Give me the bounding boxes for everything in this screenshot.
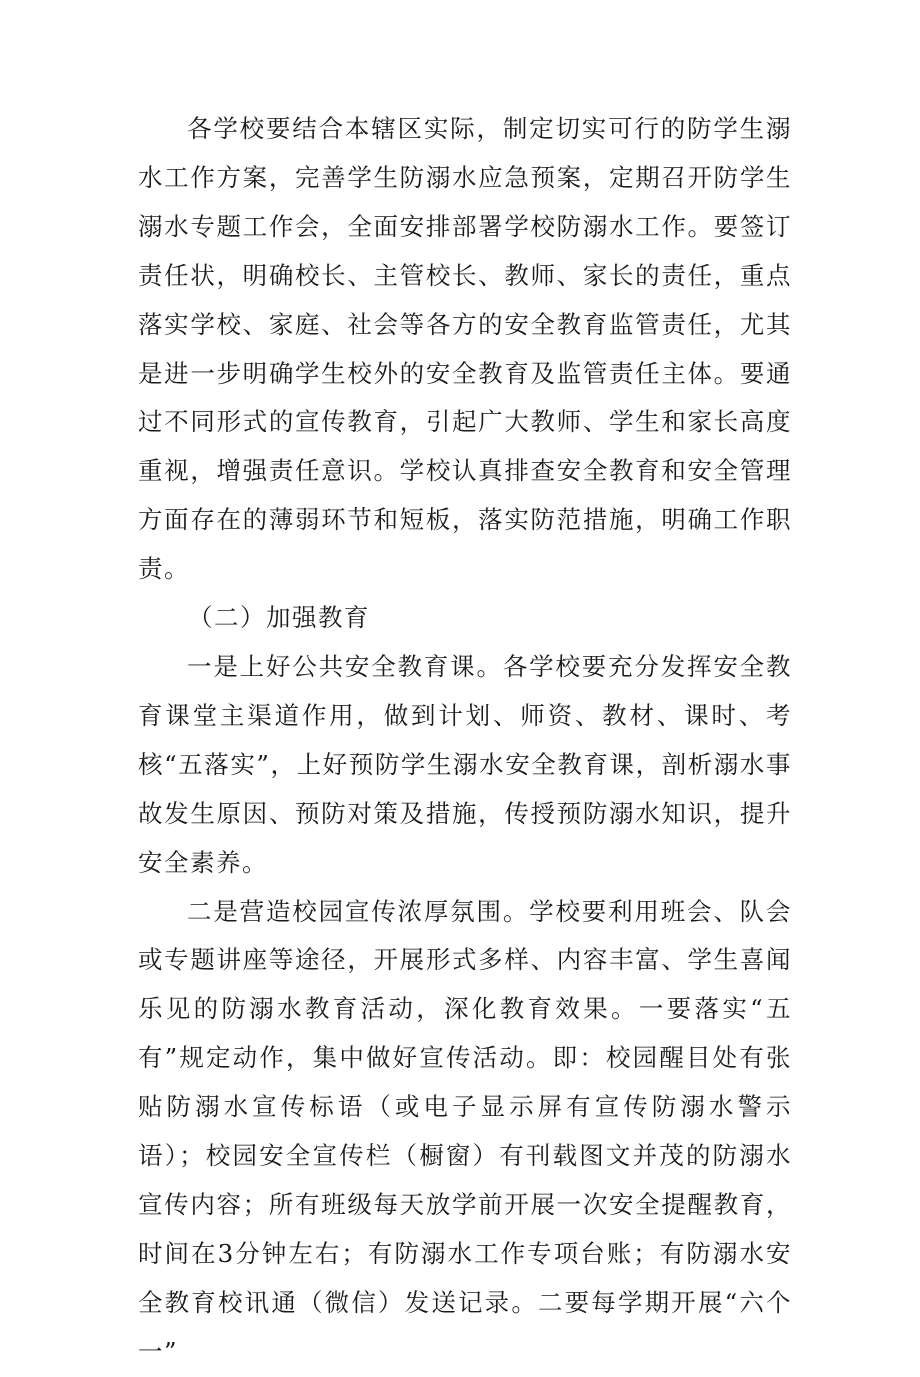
document-body: [138, 105, 792, 1377]
section-heading: （二）加强教育: [188, 603, 370, 633]
paragraph-responsibility: 各学校要结合本辖区实际，制定切实可行的防学生溺水工作方案，完善学生防溺水应急预案，定期召开防学生溺水专题工作会，全面安排部署学校防溺水工作。要签订责任状，明确校长、主管校长、教师、家长的责任，重点落实学校、家庭、社会等各方的安全教育监管责任，尤其是进一步明确学生校外的安全教育及监管责任主体。要通过不同形式的宣传教育，引起广大教师、学生和家长高度重视，增强责任意识。学校认真排查安全教育和安全管理方面存在的薄弱环节和短板，落实防范措施，明确工作职责。: [138, 114, 792, 584]
paragraph-campus-publicity: 二是营造校园宣传浓厚氛围。学校要利用班会、队会或专题讲座等途径，开展形式多样、内容丰富、学生喜闻乐见的防溺水教育活动，深化教育效果。一要落实“五有”规定动作，集中做好宣传活动。即：校园醒目处有张贴防溺水宣传标语（或电子显示屏有宣传防溺水警示语）；校园安全宣传栏（橱窗）有刊载图文并茂的防溺水宣传内容；所有班级每天放学前开展一次安全提醒教育，时间在3分钟左右；有防溺水工作专项台账；有防溺水安全教育校讯通（微信）发送记录。二要每学期开展“六个一”: [138, 896, 792, 1366]
paragraph-safety-course: 一是上好公共安全教育课。各学校要充分发挥安全教育课堂主渠道作用，做到计划、师资、教材、课时、考核“五落实”，上好预防学生溺水安全教育课，剖析溺水事故发生原因、预防对策及措施，传授预防溺水知识，提升安全素养。: [138, 651, 792, 877]
